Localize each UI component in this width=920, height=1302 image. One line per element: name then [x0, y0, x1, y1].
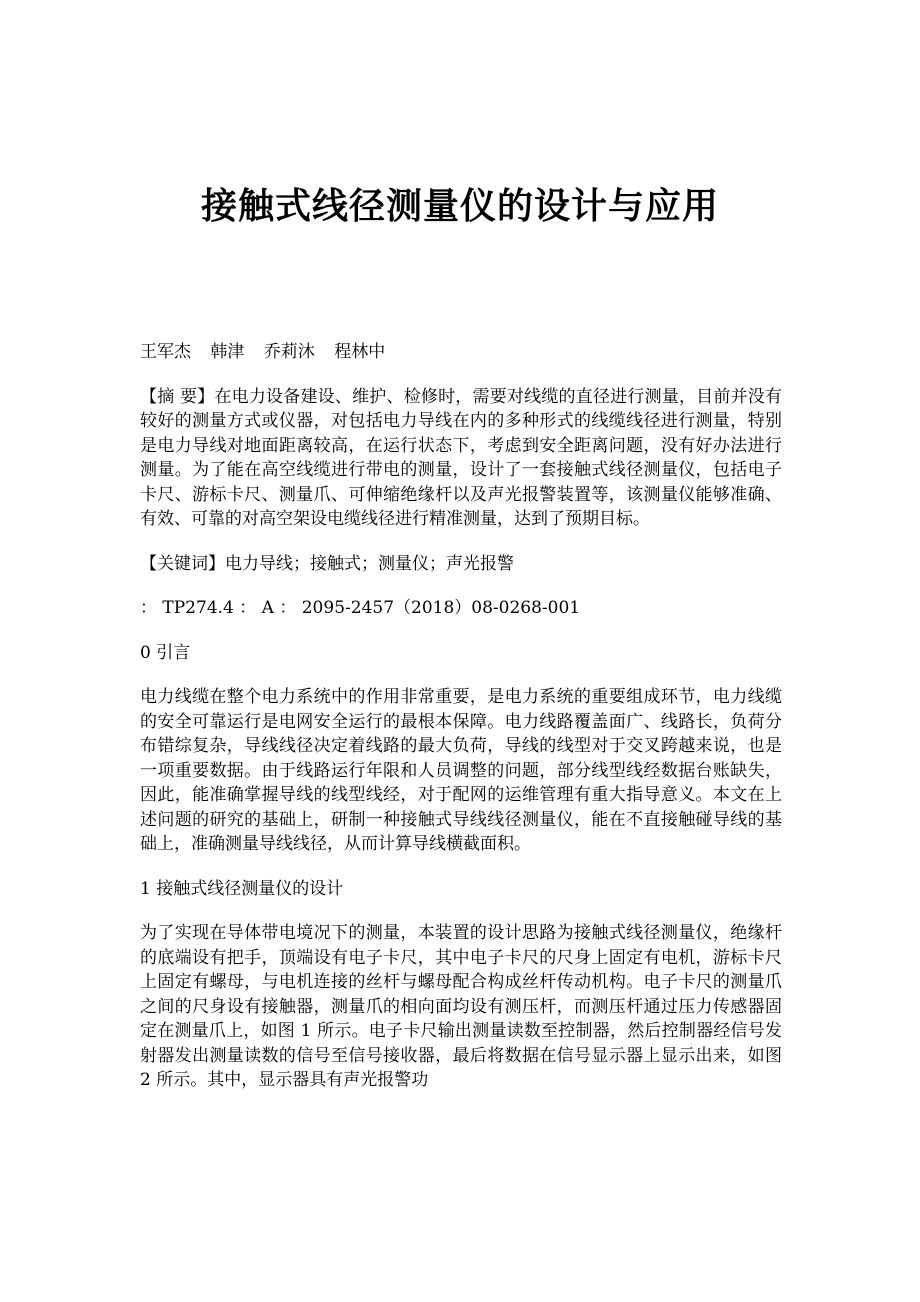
section-heading-intro: 0 引言: [140, 642, 191, 663]
author-name: 韩津: [210, 342, 245, 362]
document-title: 接触式线径测量仪的设计与应用: [200, 185, 719, 227]
design-paragraph: 为了实现在导体带电境况下的测量，本装置的设计思路为接触式线径测量仪，绝缘杆的底端设有把手，顶端设有电子卡尺，其中电子卡尺的尺身上固定有电机，游标卡尺上固定有螺母，与电机连接的丝杆与螺母配合构成丝杆传动机构。电子卡尺的测量爪之间的尺身设有接触器，测量爪的相向面均设有测压杆，而测压杆通过压力传感器固定在测量爪上，如图 1 所示。电子卡尺输出测量读数至控制器，然后控制器经信号发射器发出测量读数的信号至信号接收器，最后将数据在信号显示器上显示出来，如图 2 所示。其中，显示器具有声光报警功: [140, 923, 782, 1090]
document-body: [140, 340, 782, 1113]
keywords-paragraph: [140, 552, 782, 577]
abstract-label: 【摘 要】: [140, 386, 215, 407]
author-name: 程林中: [334, 342, 386, 362]
section-heading-design: 1 接触式线径测量仪的设计: [140, 878, 344, 899]
keywords-label: 【关键词】: [140, 553, 225, 574]
abstract-paragraph: [140, 385, 782, 532]
author-name: 王军杰: [140, 342, 191, 362]
author-name: 乔莉沐: [263, 342, 315, 362]
author-list: [140, 340, 782, 365]
abstract-text: 在电力设备建设、维护、检修时，需要对线缆的直径进行测量，目前并没有较好的测量方式或仪器，对包括电力导线在内的多种形式的线缆线径进行测量，特别是电力导线对地面距离较高，在运行状态下，考虑到安全距离问题，没有好办法进行测量。为了能在高空线缆进行带电的测量，设计了一套接触式线径测量仪，包括电子卡尺、游标卡尺、测量爪、可伸缩绝缘杆以及声光报警装置等，该测量仪能够准确、有效、可靠的对高空架设电缆线径进行精准测量，达到了预期目标。: [140, 386, 783, 529]
classification-line: ： TP274.4 ： A ： 2095-2457（2018）08-0268-001: [140, 598, 581, 618]
intro-paragraph: 电力线缆在整个电力系统中的作用非常重要，是电力系统的重要组成环节，电力线缆的安全可靠运行是电网安全运行的最根本保障。电力线路覆盖面广、线路长，负荷分布错综复杂，导线线径决定着线路的最大负荷，导线的线型对于交叉跨越来说，也是一项重要数据。由于线路运行年限和人员调整的问题，部分线型线经数据台账缺失，因此，能准确掌握导线的线型线经，对于配网的运维管理有重大指导意义。本文在上述问题的研究的基础上，研制一种接触式导线线径测量仪，能在不直接触碰导线的基础上，准确测量导线线径，从而计算导线横截面积。: [140, 687, 782, 854]
keywords-text: 电力导线；接触式；测量仪；声光报警: [225, 553, 514, 574]
